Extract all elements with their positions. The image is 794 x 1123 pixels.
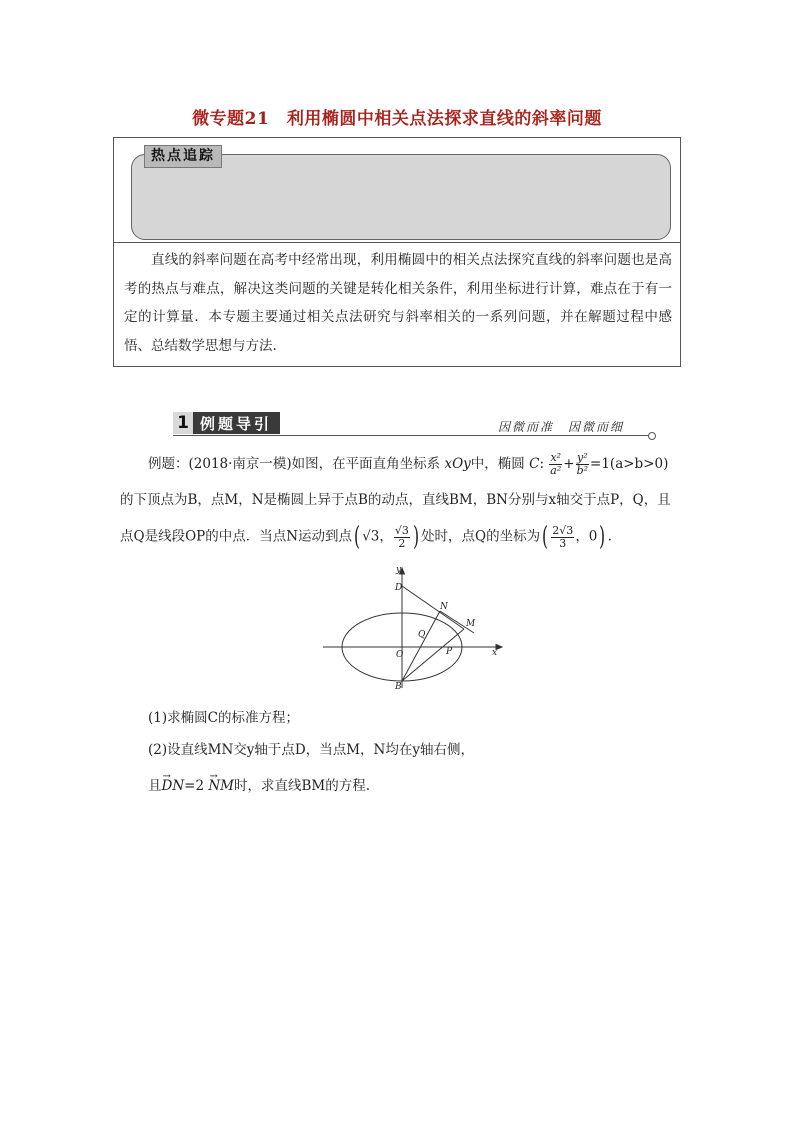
line-bm bbox=[402, 629, 464, 681]
example-text: 例题：(2018·南京一模)如图，在平面直角坐标系 bbox=[148, 456, 441, 472]
paren-open: ( bbox=[542, 522, 549, 552]
hot-topic-box bbox=[113, 137, 681, 367]
section-rule bbox=[173, 435, 650, 436]
section-header bbox=[173, 412, 280, 434]
example-line-2: 的下顶点为B，点M，N是椭圆上异于点B的动点，直线BM，BN分别与x轴交于点P，Q，且 bbox=[120, 492, 671, 508]
box-divider bbox=[114, 242, 680, 243]
var-c: C bbox=[529, 456, 540, 472]
label-m: M bbox=[466, 619, 476, 629]
vector-dn: → DN bbox=[162, 776, 185, 796]
example-text: 处时，点Q的坐标为 bbox=[421, 528, 541, 545]
question-3 bbox=[148, 776, 370, 796]
fraction-sqrt3-2: $\frac{√3}{2}$ bbox=[394, 523, 409, 550]
fraction-x2-a2: $\frac{\text{x²}}{\text{a²}}$ bbox=[550, 451, 562, 477]
equation-tail: =1(a>b>0) bbox=[590, 456, 669, 472]
page-title: 微专题21 利用椭圆中相关点法探求直线的斜率问题 bbox=[192, 109, 602, 129]
point-y: ，0 bbox=[575, 528, 598, 545]
question-1: (1)求椭圆C的标准方程； bbox=[148, 710, 299, 726]
section-rule-dot bbox=[648, 432, 656, 440]
example-text: 且 bbox=[148, 778, 162, 794]
hot-topic-intro: 直线的斜率问题在高考中经常出现，利用椭圆中的相关点法探究直线的斜率问题也是高考的热点与难点，解决这类问题的关键是转化相关条件，利用坐标进行计算，难点在于有一定的计算量．本专题主要通过相关点法研究与斜率相关的一系列问题，并在解题过程中感悟、总结数学思想与方法. bbox=[124, 252, 672, 354]
label-p: P bbox=[446, 647, 453, 657]
example-line-3: 点Q是线段OP的中点．当点N运动到点( √3， $\frac{√3}{2}$ ) 处时，点Q的坐标为( $\frac{2√3}{3}$ ，0) . bbox=[120, 522, 612, 552]
ellipse-figure bbox=[318, 560, 508, 692]
example-text: 中，椭圆 bbox=[470, 456, 525, 472]
line-dm bbox=[402, 586, 464, 629]
example-text: 点Q是线段OP的中点．当点N运动到点 bbox=[120, 528, 353, 545]
label-x: x bbox=[492, 648, 498, 658]
hot-topic-tab: 热点追踪 bbox=[144, 145, 222, 168]
label-d: D bbox=[395, 583, 403, 593]
comma: ， bbox=[379, 528, 393, 545]
section-label: 例题导引 bbox=[200, 414, 273, 433]
example-text: 时，求直线BM的方程. bbox=[233, 778, 371, 794]
label-o: O bbox=[396, 650, 404, 660]
example-text: =2 bbox=[184, 778, 205, 794]
example-line-1 bbox=[148, 452, 668, 477]
line-bn bbox=[402, 611, 440, 681]
label-b: B bbox=[395, 682, 402, 692]
fraction-2sqrt3-3: $\frac{2√3}{3}$ bbox=[552, 523, 574, 550]
label-y: y bbox=[396, 565, 402, 575]
question-2: (2)设直线MN交y轴于点D，当点M，N均在y轴右侧， bbox=[148, 742, 474, 758]
point-x: √3 bbox=[362, 528, 380, 545]
vector-nm: → NM bbox=[208, 776, 234, 796]
label-n: N bbox=[440, 602, 448, 612]
paren-close: ) bbox=[412, 522, 420, 552]
label-q: Q bbox=[418, 630, 426, 640]
colon: : bbox=[539, 456, 544, 472]
plus-sign: + bbox=[563, 456, 575, 472]
var-xoy: xOy bbox=[444, 456, 471, 472]
paren-close: ) bbox=[599, 522, 606, 552]
paren-open: ( bbox=[354, 522, 361, 552]
section-motto: 因微而准 因微而细 bbox=[498, 420, 625, 434]
section-number: 1 bbox=[173, 412, 194, 434]
fraction-y2-b2: $\frac{\text{y²}}{\text{b²}}$ bbox=[576, 451, 589, 477]
